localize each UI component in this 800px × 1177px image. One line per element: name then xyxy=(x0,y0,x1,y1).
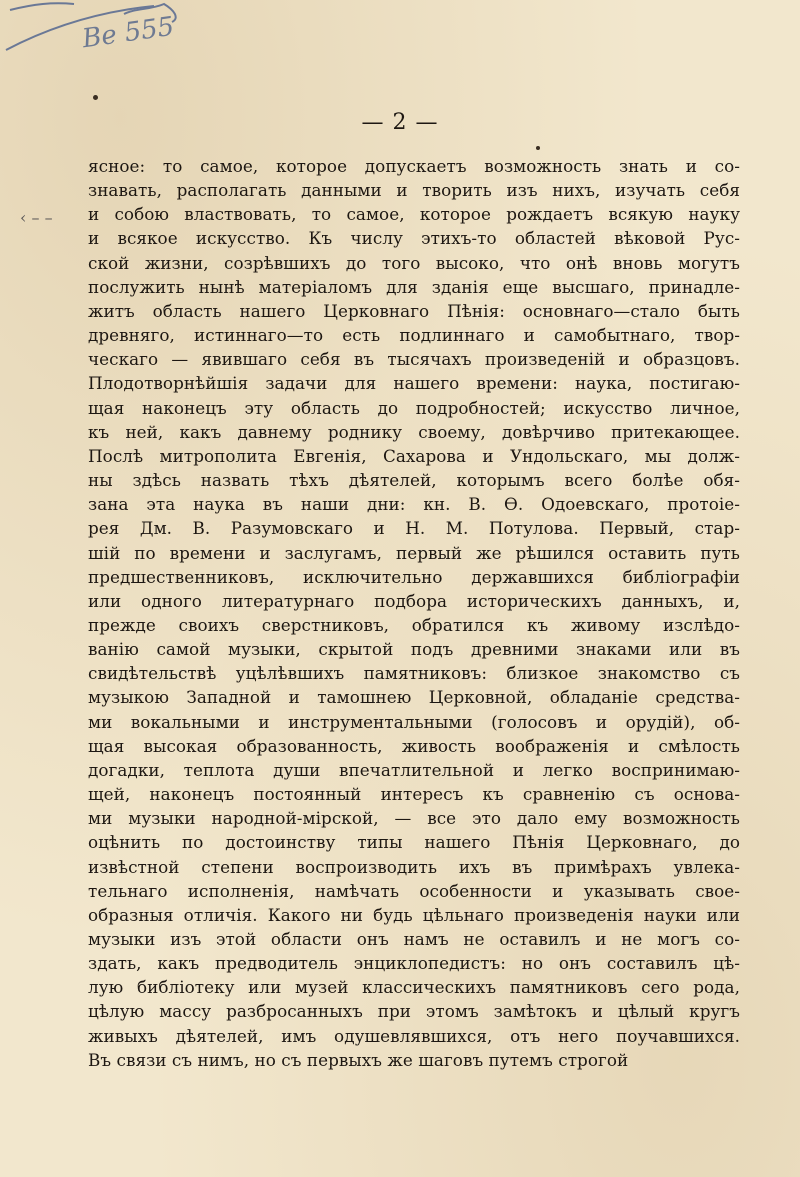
text-line: здать, какъ предводитель энциклопедистъ: но онъ составилъ цѣ- xyxy=(88,953,740,974)
text-line: лую библіотеку или музей классическихъ памятниковъ сего рода, xyxy=(88,977,740,998)
text-line: извѣстной степени воспроизводить ихъ въ примѣрахъ увлека- xyxy=(88,856,740,877)
text-line: предшественниковъ, исключительно державшихся библіографіи xyxy=(88,566,740,587)
text-line: знавать, располагать данными и творить изъ нихъ, изучать себя xyxy=(88,180,740,201)
margin-marks: ‹ – – xyxy=(20,208,53,227)
text-line: оцѣнить по достоинству типы нашего Пѣнія Церковнаго, до xyxy=(88,832,740,853)
text-line: и собою властвовать, то самое, которое рождаетъ всякую науку xyxy=(88,204,740,225)
text-line: послужить нынѣ матеріаломъ для зданія еще высшаго, принадле- xyxy=(88,276,740,297)
text-line: щая наконецъ эту область до подробностей; искусство личное, xyxy=(88,397,740,418)
text-line: древняго, истиннаго—то есть подлиннаго и самобытнаго, твор- xyxy=(88,325,740,346)
text-line: щая высокая образованность, живость воображенія и смѣлость xyxy=(88,735,740,756)
text-line: музыкою Западной и тамошнею Церковной, обладаніе средства- xyxy=(88,687,740,708)
text-line: ясное: то самое, которое допускаетъ возможность знать и со- xyxy=(88,156,740,176)
text-line: ми вокальными и инструментальными (голосовъ и орудій), об- xyxy=(88,711,740,732)
handwritten-annotation xyxy=(4,0,194,62)
text-line: Плодотворнѣйшія задачи для нашего времени: наука, постигаю- xyxy=(88,373,740,394)
text-line: щей, наконецъ постоянный интересъ къ сравненію съ основа- xyxy=(88,784,740,805)
text-line: рея Дм. В. Разумовскаго и Н. М. Потулова. Первый, стар- xyxy=(88,518,740,539)
text-line: тельнаго исполненія, намѣчать особенности и указывать свое- xyxy=(88,880,740,901)
body-text xyxy=(88,154,740,1072)
text-line: ми музыки народной-мірской, — все это дало ему возможность xyxy=(88,808,740,829)
text-line: музыки изъ этой области онъ намъ не оставилъ и не могъ со- xyxy=(88,929,740,949)
ink-dot xyxy=(536,146,540,150)
text-line: ской жизни, созрѣвшихъ до того высоко, что онѣ вновь могутъ xyxy=(88,252,740,273)
text-line: ны здѣсь назвать тѣхъ дѣятелей, которымъ всего болѣе обя- xyxy=(88,470,740,491)
text-line: свидѣтельствѣ уцѣлѣвшихъ памятниковъ: близкое знакомство съ xyxy=(88,663,740,684)
page-number: — 2 — xyxy=(361,110,439,135)
text-line: и всякое искусство. Къ числу этихъ-то областей вѣковой Рус- xyxy=(88,228,740,249)
text-line: шій по времени и заслугамъ, первый же рѣшился оставить путь xyxy=(88,542,740,563)
text-line: прежде своихъ сверстниковъ, обратился къ живому изслѣдо- xyxy=(88,614,740,635)
text-line: цѣлую массу разбросанныхъ при этомъ замѣтокъ и цѣлый кругъ xyxy=(88,1001,740,1022)
text-line: или одного литературнаго подбора историческихъ данныхъ, и, xyxy=(88,590,740,611)
text-line: къ ней, какъ давнему роднику своему, довѣрчиво притекающее. xyxy=(88,421,740,442)
text-line: догадки, теплота души впечатлительной и легко воспринимаю- xyxy=(88,759,740,780)
handwritten-number: Ве 555 xyxy=(80,11,177,55)
text-line: ванію самой музыки, скрытой подъ древними знаками или въ xyxy=(88,639,740,660)
text-line: образныя отличія. Какого ни будь цѣльнаго произведенія науки или xyxy=(88,904,740,925)
ink-dot xyxy=(93,95,98,100)
text-line: зана эта наука въ наши дни: кн. В. Ѳ. Одоевскаго, протоіе- xyxy=(88,494,740,515)
text-line: живыхъ дѣятелей, имъ одушевлявшихся, отъ него поучавшихся. xyxy=(88,1025,740,1046)
text-line: Послѣ митрополита Евгенія, Сахарова и Ундольскаго, мы долж- xyxy=(88,445,740,466)
text-line: Въ связи съ нимъ, но съ первыхъ же шаговъ путемъ строгой xyxy=(88,1049,629,1070)
text-line: житъ область нашего Церковнаго Пѣнія: основнаго—стало быть xyxy=(88,300,740,321)
text-line: ческаго — явившаго себя въ тысячахъ произведеній и образцовъ. xyxy=(88,349,740,370)
